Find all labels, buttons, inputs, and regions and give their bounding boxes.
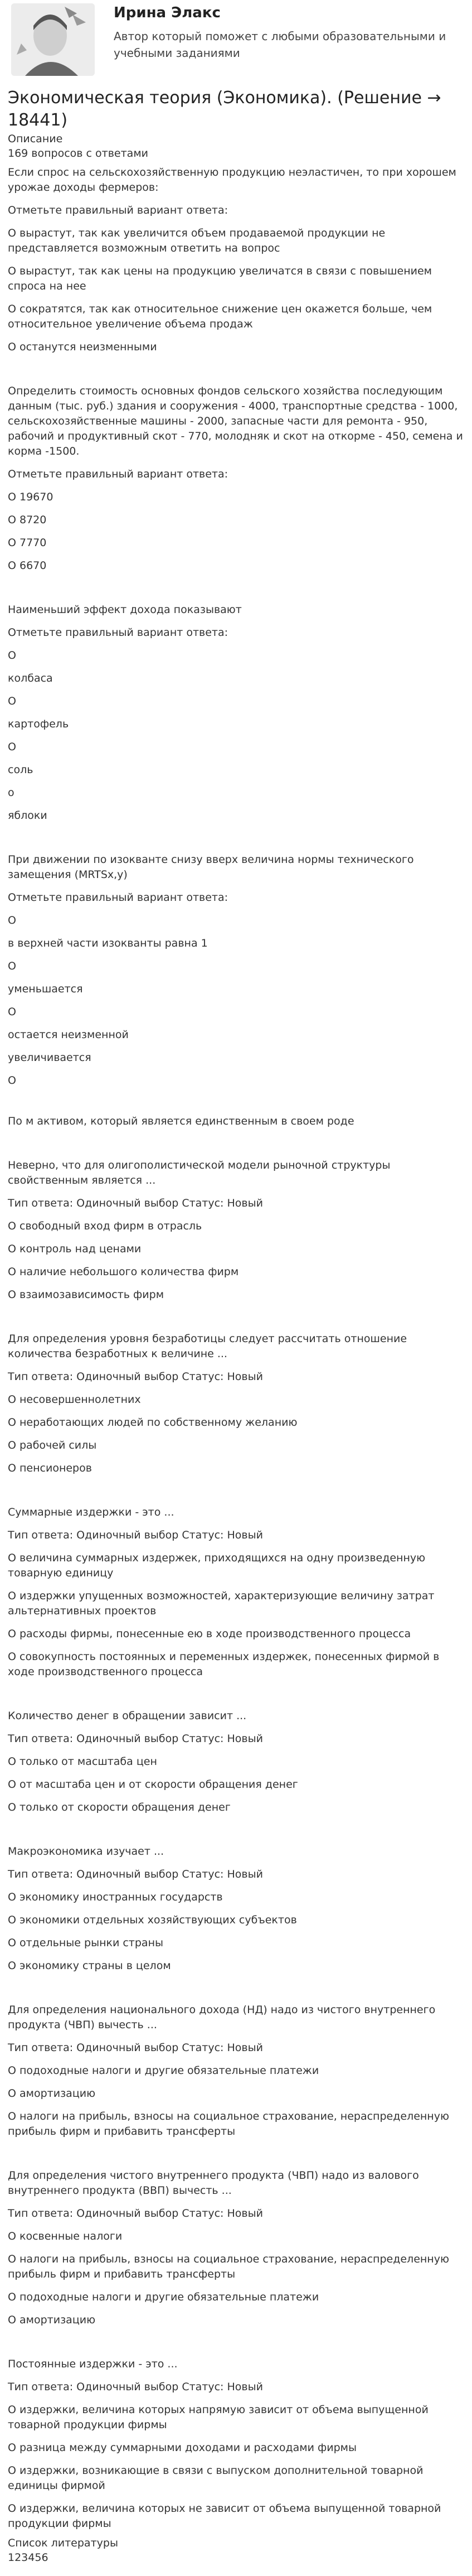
answer-meta: Отметьте правильный вариант ответа: <box>8 891 228 904</box>
question-block <box>8 1332 464 1476</box>
answer-option: О величина суммарных издержек, приходящихся на одну произведенную товарную единицу <box>8 1552 426 1579</box>
answer-option: яблоки <box>8 809 47 822</box>
answer-option: О косвенные налоги <box>8 2230 123 2242</box>
answer-option: О налоги на прибыль, взносы на социальное страхование, нераспределенную прибыль фирм и прибавить трансферты <box>8 2110 449 2138</box>
answer-option: О рабочей силы <box>8 1439 97 1451</box>
question-block <box>8 1505 464 1680</box>
question-text: Макроэкономика изучает ... <box>8 1845 164 1858</box>
answer-option: О вырастут, так как увеличится объем продаваемой продукции не представляется возможным ответить на вопрос <box>8 227 386 254</box>
answer-meta: Тип ответа: Одиночный выбор Статус: Новый <box>8 1371 263 1383</box>
answer-option: увеличивается <box>8 1051 91 1064</box>
answer-meta: Тип ответа: Одиночный выбор Статус: Новый <box>8 1529 263 1541</box>
question-block <box>8 2357 464 2531</box>
answer-option: О вырастут, так как цены на продукцию увеличатся в связи с повышением спроса на нее <box>8 265 432 292</box>
question-block <box>8 852 464 1088</box>
answer-option: О подоходные налоги и другие обязательные платежи <box>8 2291 319 2303</box>
answer-option: в верхней части изокванты равна 1 <box>8 937 208 949</box>
question-block <box>8 2168 464 2328</box>
answer-option: О 6670 <box>8 559 47 572</box>
answer-option: О 19670 <box>8 491 53 503</box>
answer-option: О разница между суммарными доходами и расходами фирмы <box>8 2442 357 2454</box>
answer-option: О только от скорости обращения денег <box>8 1801 231 1813</box>
question-text: Неверно, что для олигополистической модели рыночной структуры свойственным является ... <box>8 1159 391 1186</box>
answer-option: О останутся неизменными <box>8 341 157 353</box>
question-block <box>8 2003 464 2139</box>
question-block <box>8 602 464 823</box>
answer-option: О налоги на прибыль, взносы на социальное страхование, нераспределенную прибыль фирм и прибавить трансферты <box>8 2253 449 2280</box>
answer-meta: Тип ответа: Одиночный выбор Статус: Новый <box>8 2207 263 2220</box>
question-block <box>8 1158 464 1303</box>
answer-option: О неработающих людей по собственному желанию <box>8 1416 298 1429</box>
answer-option: О 7770 <box>8 537 47 549</box>
answer-option: О 8720 <box>8 514 47 526</box>
answer-option: О сократятся, так как относительное снижение цен окажется больше, чем относительное увеличение объема продаж <box>8 303 432 330</box>
question-text: Для определения уровня безработицы следует рассчитать отношение количества безработных к величине ... <box>8 1333 407 1360</box>
answer-option: О наличие небольшого количества фирм <box>8 1266 239 1278</box>
author-avatar <box>11 3 95 76</box>
question-text: Для определения чистого внутреннего продукта (ЧВП) надо из валового внутреннего продукта (ВВП) вычесть ... <box>8 2169 419 2197</box>
answer-meta: Отметьте правильный вариант ответа: <box>8 626 228 639</box>
question-text: Определить стоимость основных фондов сельского хозяйства последующим данным (тыс. руб.) здания и сооружения - 4000, транспортные средства - 1000, сельскохозяйственные машины - 2000, запасные части для ремонта - 950, рабочий и продуктивный скот - 770, молодняк и скот на откорме - 450, семена и корма -1500. <box>8 385 463 457</box>
author-description: Автор который поможет с любыми образовательными и учебными заданиями <box>114 30 446 60</box>
avatar-illustration <box>11 3 95 76</box>
answer-marker: О <box>8 914 16 927</box>
answer-option: О экономику иностранных государств <box>8 1891 223 1903</box>
answer-option: О от масштаба цен и от скорости обращения денег <box>8 1778 298 1791</box>
answer-option: О совокупность постоянных и переменных издержек, понесенных фирмой в ходе производственного процесса <box>8 1651 440 1678</box>
answer-option: О издержки упущенных возможностей, характеризующие величину затрат альтернативных проектов <box>8 1590 435 1617</box>
answer-option: уменьшается <box>8 983 83 995</box>
author-name: Ирина Элакс <box>114 4 221 21</box>
question-block <box>8 1844 464 1974</box>
answer-option: О пенсионеров <box>8 1462 92 1474</box>
answer-option: О экономики отдельных хозяйствующих субъектов <box>8 1914 297 1926</box>
answer-option: О контроль над ценами <box>8 1243 142 1255</box>
question-block <box>8 384 464 573</box>
answer-meta: Тип ответа: Одиночный выбор Статус: Новый <box>8 1197 263 1209</box>
answer-option: О подоходные налоги и другие обязательные платежи <box>8 2064 319 2077</box>
answer-option: О издержки, величина которых напрямую зависит от объема выпущенной товарной продукции фирмы <box>8 2404 429 2431</box>
document-title: Экономическая теория (Экономика). (Решение → 18441) <box>8 88 441 130</box>
question-block <box>8 165 464 355</box>
answer-marker: О <box>8 1074 16 1087</box>
answer-meta: Отметьте правильный вариант ответа: <box>8 204 228 216</box>
answer-option: О издержки, возникающие в связи с выпуском дополнительной товарной единицы фирмой <box>8 2464 424 2492</box>
answer-option: картофель <box>8 718 69 730</box>
question-block <box>8 1709 464 1815</box>
answer-marker: О <box>8 695 16 707</box>
answer-marker: О <box>8 1006 16 1018</box>
footer-code: 123456 <box>8 2551 48 2564</box>
answer-marker: О <box>8 741 16 753</box>
question-count: 169 вопросов с ответами <box>8 147 149 160</box>
description-label: Описание <box>8 133 63 145</box>
question-text: Для определения национального дохода (НД) надо из чистого внутреннего продукта (ЧВП) вычесть ... <box>8 2004 436 2031</box>
answer-option: О экономику страны в целом <box>8 1960 171 1972</box>
question-text: Суммарные издержки - это ... <box>8 1506 174 1518</box>
question-text: Постоянные издержки - это ... <box>8 2358 178 2370</box>
question-text: По м активом, который является единственным в своем роде <box>8 1115 354 1127</box>
answer-marker: О <box>8 649 16 662</box>
answer-marker: о <box>8 787 14 799</box>
answer-option: О взаимозависимость фирм <box>8 1289 164 1301</box>
question-text: Наименьший эффект дохода показывают <box>8 604 242 616</box>
answer-option: О свободный вход фирм в отрасль <box>8 1220 202 1232</box>
author-header <box>8 0 464 84</box>
answer-option: О амортизацию <box>8 2314 96 2326</box>
literature-label: Список литературы <box>8 2537 118 2549</box>
footer <box>8 2536 464 2565</box>
question-text: Если спрос на сельскохозяйственную продукцию неэластичен, то при хорошем урожае доходы фермеров: <box>8 166 456 194</box>
answer-meta: Тип ответа: Одиночный выбор Статус: Новый <box>8 1868 263 1880</box>
answer-option: О отдельные рынки страны <box>8 1937 163 1949</box>
answer-option: О амортизацию <box>8 2087 96 2100</box>
answer-option: колбаса <box>8 672 53 684</box>
answer-meta: Тип ответа: Одиночный выбор Статус: Новый <box>8 2381 263 2393</box>
answer-option: О несовершеннолетних <box>8 1393 141 1406</box>
question-text: При движении по изокванте снизу вверх величина нормы технического замещения (MRTSx,y) <box>8 853 414 881</box>
answer-option: О издержки, величина которых не зависит от объема выпущенной товарной продукции фирмы <box>8 2502 441 2530</box>
answer-marker: О <box>8 960 16 972</box>
question-block <box>8 1114 464 1129</box>
answer-option: О только от масштаба цен <box>8 1755 157 1768</box>
answer-meta: Тип ответа: Одиночный выбор Статус: Новый <box>8 2042 263 2054</box>
question-text: Количество денег в обращении зависит ... <box>8 1710 247 1722</box>
answer-option: О расходы фирмы, понесенные ею в ходе производственного процесса <box>8 1628 411 1640</box>
answer-option: соль <box>8 764 33 776</box>
answer-meta: Тип ответа: Одиночный выбор Статус: Новый <box>8 1733 263 1745</box>
answer-meta: Отметьте правильный вариант ответа: <box>8 468 228 480</box>
answer-option: остается неизменной <box>8 1029 129 1041</box>
